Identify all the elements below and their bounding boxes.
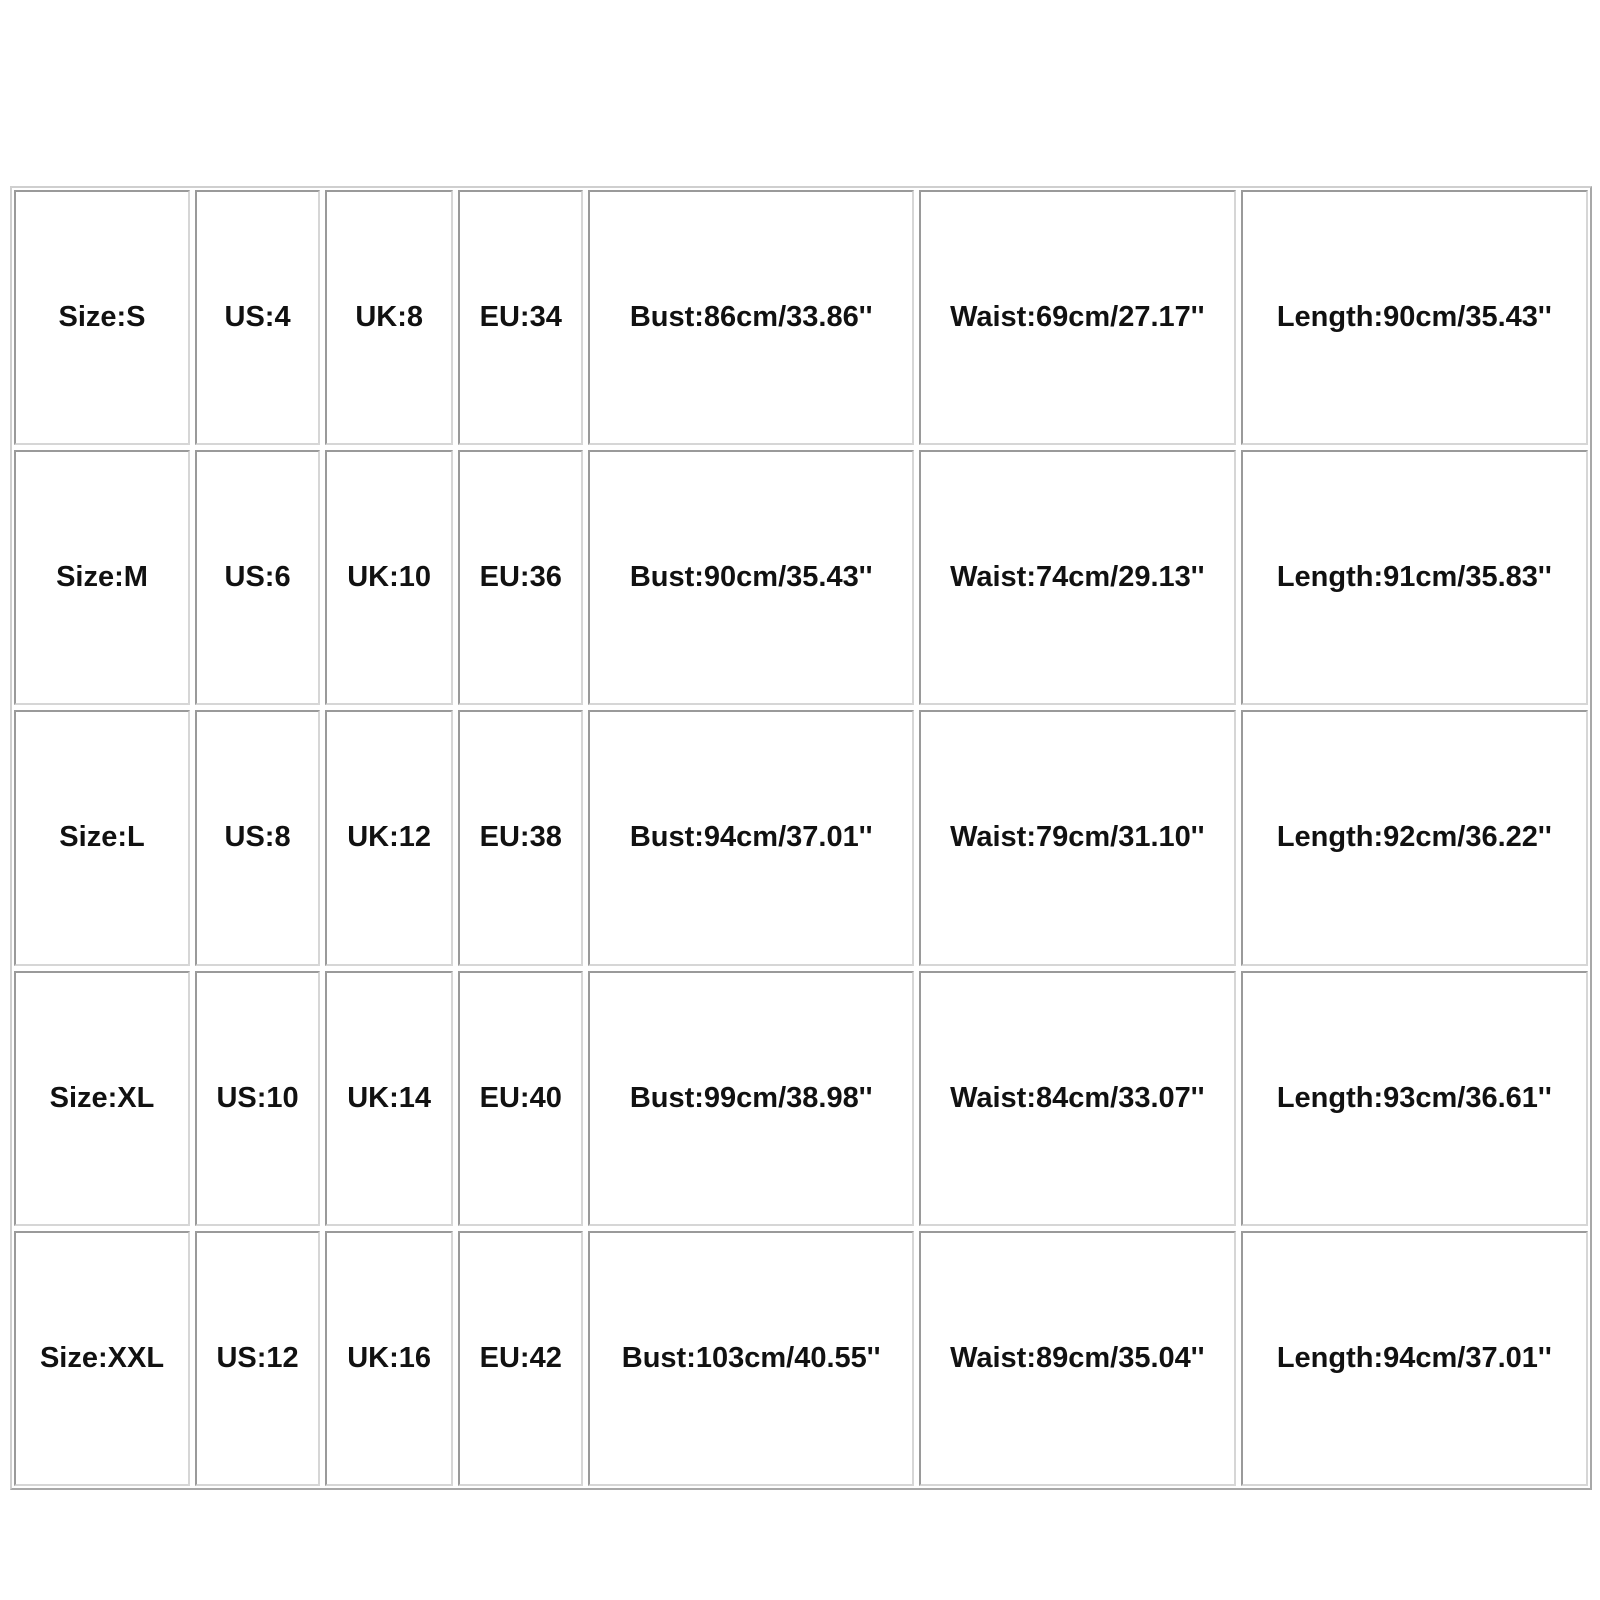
table-row bbox=[14, 1231, 1588, 1486]
uk-size-cell: UK:8 bbox=[325, 190, 453, 445]
waist-cell: Waist:89cm/35.04'' bbox=[919, 1231, 1236, 1486]
size-cell: Size:XXL bbox=[14, 1231, 190, 1486]
bust-cell: Bust:94cm/37.01'' bbox=[588, 710, 914, 965]
table-row bbox=[14, 450, 1588, 705]
us-size-cell: US:10 bbox=[195, 971, 320, 1226]
size-cell: Size:L bbox=[14, 710, 190, 965]
length-cell: Length:93cm/36.61'' bbox=[1241, 971, 1588, 1226]
length-cell: Length:94cm/37.01'' bbox=[1241, 1231, 1588, 1486]
uk-size-cell: UK:16 bbox=[325, 1231, 453, 1486]
waist-cell: Waist:74cm/29.13'' bbox=[919, 450, 1236, 705]
bust-cell: Bust:103cm/40.55'' bbox=[588, 1231, 914, 1486]
eu-size-cell: EU:42 bbox=[458, 1231, 583, 1486]
size-cell: Size:XL bbox=[14, 971, 190, 1226]
size-cell: Size:M bbox=[14, 450, 190, 705]
eu-size-cell: EU:40 bbox=[458, 971, 583, 1226]
table-row bbox=[14, 710, 1588, 965]
length-cell: Length:91cm/35.83'' bbox=[1241, 450, 1588, 705]
size-table bbox=[9, 185, 1593, 1491]
table-row bbox=[14, 971, 1588, 1226]
us-size-cell: US:12 bbox=[195, 1231, 320, 1486]
waist-cell: Waist:69cm/27.17'' bbox=[919, 190, 1236, 445]
length-cell: Length:90cm/35.43'' bbox=[1241, 190, 1588, 445]
bust-cell: Bust:99cm/38.98'' bbox=[588, 971, 914, 1226]
uk-size-cell: UK:10 bbox=[325, 450, 453, 705]
us-size-cell: US:8 bbox=[195, 710, 320, 965]
eu-size-cell: EU:36 bbox=[458, 450, 583, 705]
bust-cell: Bust:90cm/35.43'' bbox=[588, 450, 914, 705]
size-chart bbox=[10, 186, 1592, 1490]
size-cell: Size:S bbox=[14, 190, 190, 445]
uk-size-cell: UK:12 bbox=[325, 710, 453, 965]
waist-cell: Waist:79cm/31.10'' bbox=[919, 710, 1236, 965]
eu-size-cell: EU:34 bbox=[458, 190, 583, 445]
length-cell: Length:92cm/36.22'' bbox=[1241, 710, 1588, 965]
eu-size-cell: EU:38 bbox=[458, 710, 583, 965]
table-row bbox=[14, 190, 1588, 445]
us-size-cell: US:6 bbox=[195, 450, 320, 705]
us-size-cell: US:4 bbox=[195, 190, 320, 445]
waist-cell: Waist:84cm/33.07'' bbox=[919, 971, 1236, 1226]
uk-size-cell: UK:14 bbox=[325, 971, 453, 1226]
bust-cell: Bust:86cm/33.86'' bbox=[588, 190, 914, 445]
